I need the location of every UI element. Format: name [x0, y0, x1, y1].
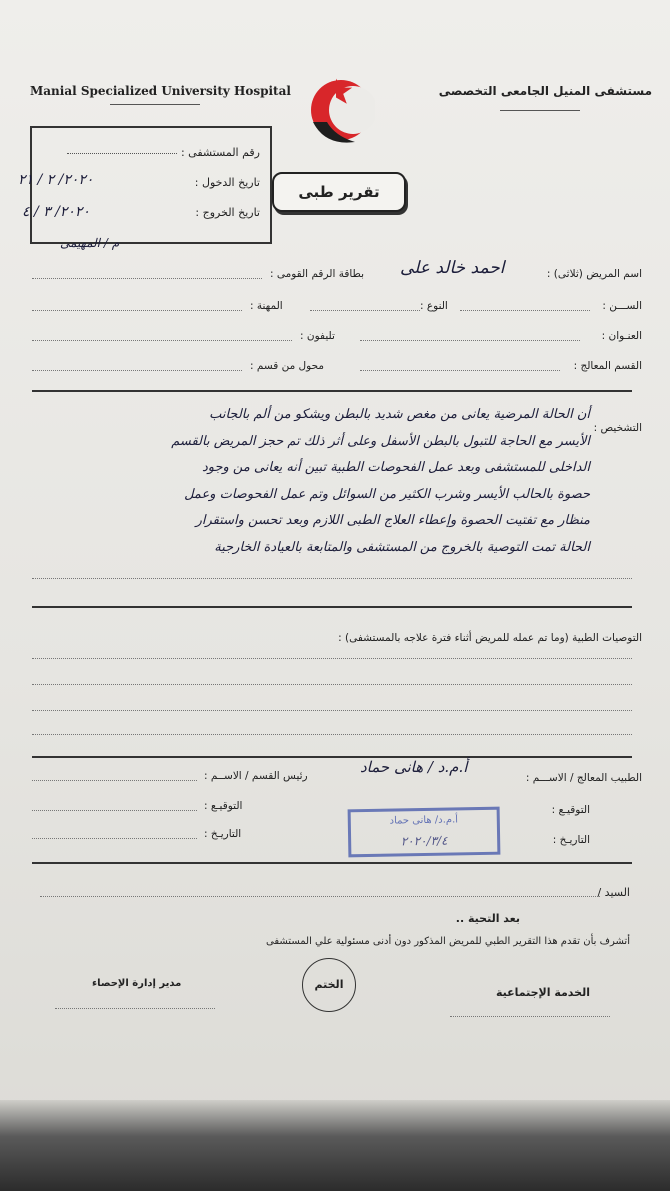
dotted-line	[32, 658, 632, 659]
date-label: التاريـخ :	[552, 834, 590, 846]
gender-label: النوع :	[420, 300, 448, 312]
head-date-label: التاريـخ :	[204, 828, 242, 840]
dotted-line	[32, 710, 632, 711]
handwritten-note: م / المهيمى	[60, 236, 120, 250]
social-service-label: الخدمة الإجتماعية	[495, 986, 590, 999]
dotted-line	[32, 370, 242, 371]
diagnosis-line: منظار مع تفتيت الحصوة وإعطاء العلاج الطبى اللازم وبعد تحسن واستقرار	[195, 513, 590, 528]
address-label: العنـوان :	[601, 330, 642, 342]
admission-date-label: تاريخ الدخول :	[194, 176, 260, 189]
hospital-name-en: Manial Specialized University Hospital	[30, 84, 291, 98]
dotted-line	[67, 152, 177, 154]
diagnosis-line: الحالة تمت التوصية بالخروج من المستشفى والمتابعة بالعيادة الخارجية	[214, 539, 590, 555]
doctor-stamp	[348, 807, 501, 858]
dotted-line	[460, 310, 590, 311]
dotted-line	[32, 810, 197, 811]
report-title-badge: تقرير طبى	[272, 172, 406, 212]
hospital-name-ar: مستشفى المنيل الجامعى التخصصى	[438, 84, 652, 98]
divider	[110, 104, 200, 105]
admission-date-value: ٢٠٢٠/ ٢ / ٢١	[18, 172, 94, 188]
divider	[500, 110, 580, 111]
greeting: بعد التحية ..	[455, 912, 520, 925]
dotted-line	[360, 340, 580, 341]
diagnosis-line: الأيسر مع الحاجة للتبول بالبطن الأسفل وعلى أثر ذلك تم حجز المريض بالقسم	[171, 433, 590, 449]
dotted-line	[32, 780, 197, 781]
treating-doctor-label: الطبيب المعالج / الاســـم :	[525, 772, 642, 784]
admission-date-row	[195, 176, 260, 189]
dotted-line	[55, 1008, 215, 1009]
discharge-date-row	[195, 206, 260, 219]
section-divider	[32, 756, 632, 758]
dotted-line	[450, 1016, 610, 1017]
dotted-line	[40, 896, 600, 897]
patient-name-value: احمد خالد على	[400, 258, 505, 278]
dotted-line	[32, 734, 632, 735]
section-divider	[32, 862, 632, 864]
hospital-no-row	[67, 146, 260, 159]
dotted-line	[32, 578, 632, 579]
diagnosis-line: الداخلى للمستشفى وبعد عمل الفحوصات الطبية تبين أنه يعانى من وجود	[201, 460, 590, 475]
diagnosis-text	[50, 402, 590, 561]
recommendations-label: التوصيات الطبية (وما تم عمله للمريض أثناء فترة علاجه بالمستشفى) :	[338, 632, 642, 644]
age-label: الســـن :	[602, 300, 642, 312]
dotted-line	[32, 838, 197, 839]
national-id-label: بطاقة الرقم القومى :	[270, 268, 365, 280]
dotted-line	[310, 310, 420, 311]
hospital-no-label: رقم المستشفى :	[180, 146, 260, 159]
diagnosis-line: أن الحالة المرضية يعانى من مغص شديد بالبطن ويشكو من ألم بالجانب	[209, 407, 590, 422]
diagnosis-label: التشخيص :	[593, 422, 642, 434]
department-label: القسم المعالج :	[573, 360, 642, 372]
discharge-date-label: تاريخ الخروج :	[195, 206, 260, 219]
desk-background	[0, 1100, 670, 1191]
hospital-logo-icon	[305, 70, 375, 150]
dotted-line	[32, 310, 242, 311]
stamp-text: أ.م.د/ هانى حماد	[389, 814, 459, 827]
section-divider	[32, 606, 632, 608]
patient-name-label: اسم المريض (ثلاثى) :	[546, 268, 642, 280]
stats-manager-label: مدير إدارة الإحصاء	[92, 978, 182, 989]
disclaimer-statement: أتشرف بأن تقدم هذا التقرير الطبي للمريض المذكور دون أدنى مسئولية علي المستشفى	[265, 936, 630, 947]
section-divider	[32, 390, 632, 392]
phone-label: تليفون :	[300, 330, 335, 342]
dotted-line	[360, 370, 560, 371]
job-label: المهنة :	[250, 300, 283, 312]
seal-circle: الختم	[302, 958, 356, 1012]
head-dept-label: رئيس القسم / الاســم :	[204, 770, 308, 782]
signature-label: التوقيـع :	[551, 804, 590, 816]
referred-label: محول من قسم :	[250, 360, 324, 372]
discharge-date-value: ٢٠٢٠/ ٣ / ٤	[22, 204, 90, 220]
diagnosis-line: حصوة بالحالب الأيسر وشرب الكثير من السوائل وتم عمل الفحوصات وعمل	[184, 486, 590, 502]
head-signature-label: التوقيـع :	[204, 800, 243, 812]
to-label: السيد /	[597, 886, 630, 899]
stamp-date: ٢٠٢٠/٣/٤	[400, 833, 448, 849]
treating-doctor-value: أ.م.د / هانى حماد	[360, 758, 468, 776]
dotted-line	[32, 684, 632, 685]
dotted-line	[32, 340, 292, 341]
national-id-line	[32, 278, 262, 279]
